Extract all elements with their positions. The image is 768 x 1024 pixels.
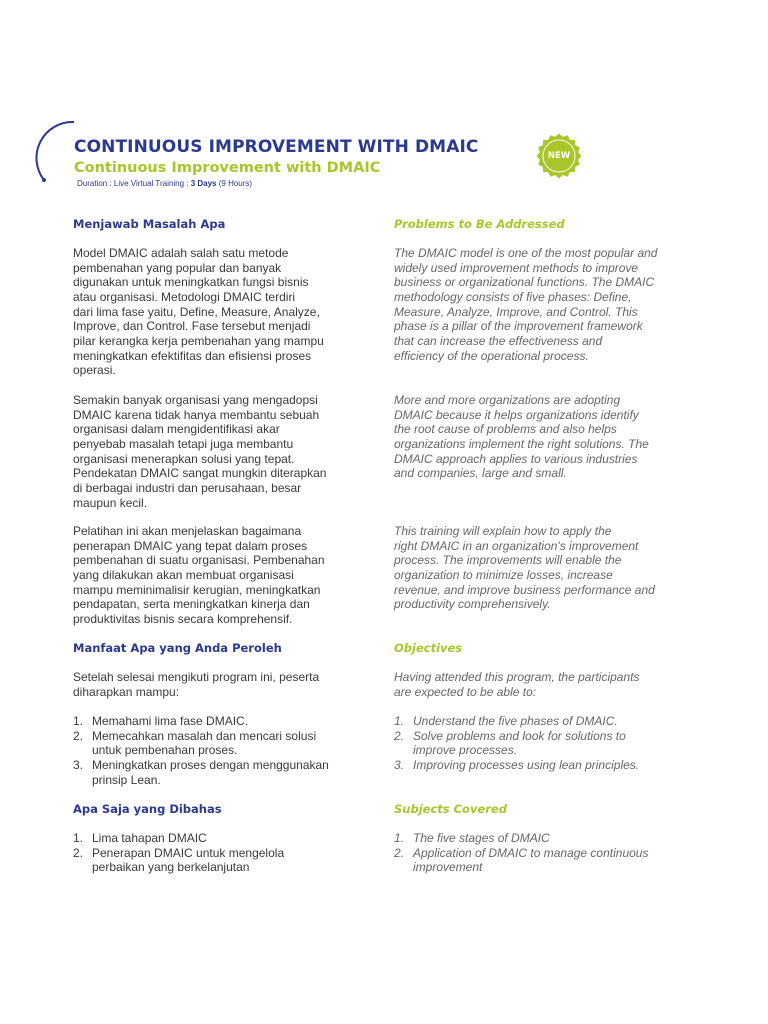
- list-item-text: Meningkatkan proses dengan menggunakan: [92, 757, 329, 772]
- paragraph-line: widely used improvement methods to improve: [394, 260, 639, 275]
- paragraph-line: phase is a pillar of the improvement framework: [394, 319, 643, 334]
- list-item-number: 1.: [394, 714, 405, 728]
- list-item-number: 2.: [73, 845, 84, 860]
- list-item-number: 3.: [394, 757, 405, 772]
- paragraph-line: Measure, Analyze, Improve, and Control. This: [394, 304, 638, 319]
- list-item: [394, 714, 694, 729]
- meta-hours: (9 Hours): [218, 179, 253, 188]
- problems-heading-en: Problems to Be Addressed: [394, 217, 565, 231]
- paragraph-line: Model DMAIC adalah salah satu metode: [73, 246, 289, 260]
- list-item-number: 2.: [394, 845, 405, 860]
- paragraph-line: pilar kerangka kerja pembenahan yang mampu: [73, 333, 324, 348]
- list-item-number: 1.: [73, 831, 84, 845]
- list-item: [394, 831, 694, 846]
- list-item-number: 1.: [394, 831, 405, 845]
- list-item: [394, 846, 694, 875]
- paragraph-line: are expected to be able to:: [394, 684, 537, 699]
- list-item-text: Memecahkan masalah dan mencari solusi: [92, 728, 317, 743]
- list-item-number: 1.: [73, 714, 84, 728]
- paragraph-line: organizations implement the right solutions. The: [394, 436, 649, 451]
- problems-paragraph-2-id: [73, 393, 373, 510]
- paragraph-line: penerapan DMAIC yang tepat dalam proses: [73, 538, 308, 553]
- meta-days: 3 Days: [190, 179, 217, 188]
- list-item-text: The five stages of DMAIC: [413, 831, 550, 845]
- paragraph-line: Having attended this program, the participants: [394, 670, 640, 684]
- problems-paragraph-3-id: [73, 524, 373, 627]
- list-item-number: 2.: [394, 728, 405, 743]
- list-item-number: 3.: [73, 757, 84, 772]
- paragraph-line: diharapkan mampu:: [73, 684, 180, 699]
- problems-heading-id: Menjawab Masalah Apa: [73, 217, 226, 231]
- list-item-text: improve processes.: [413, 743, 518, 758]
- list-item-number: 2.: [73, 728, 84, 743]
- paragraph-line: right DMAIC in an organization's improvement: [394, 538, 639, 553]
- objectives-heading-en: Objectives: [394, 641, 463, 655]
- list-item-text: Lima tahapan DMAIC: [92, 831, 207, 845]
- list-item: [394, 758, 694, 773]
- paragraph-line: efficiency of the operational process.: [394, 348, 589, 363]
- paragraph-line: Setelah selesai mengikuti program ini, peserta: [73, 670, 320, 684]
- paragraph-line: the root cause of problems and also helps: [394, 422, 617, 437]
- list-item: [73, 714, 373, 729]
- paragraph-line: and companies, large and small.: [394, 466, 567, 481]
- new-badge-label: NEW: [547, 151, 571, 161]
- problems-paragraph-1-en: [394, 246, 694, 363]
- paragraph-line: dari lima fase yaitu, Define, Measure, Analyze,: [73, 304, 320, 319]
- course-meta: [77, 179, 252, 188]
- list-item: [73, 846, 373, 875]
- list-item-text: Memahami lima fase DMAIC.: [92, 714, 249, 728]
- paragraph-line: revenue, and improve business performance and: [394, 582, 655, 597]
- paragraph-line: produktivitas bisnis secara komprehensif.: [73, 611, 293, 626]
- list-item-text: prinsip Lean.: [92, 772, 161, 787]
- list-item: [394, 729, 694, 758]
- paragraph-line: operasi.: [73, 363, 116, 378]
- paragraph-line: organization to minimize losses, increase: [394, 567, 613, 582]
- list-item: [73, 831, 373, 846]
- meta-prefix: Duration : Live Virtual Training :: [77, 179, 189, 188]
- paragraph-line: Improve, dan Control. Fase tersebut menjadi: [73, 319, 311, 334]
- objectives-intro-en: [394, 670, 694, 699]
- paragraph-line: mampu meminimalisir kerugian, meningkatkan: [73, 582, 321, 597]
- paragraph-line: This training will explain how to apply the: [394, 524, 612, 538]
- problems-paragraph-2-en: [394, 393, 694, 481]
- subjects-list-id: [73, 831, 373, 875]
- list-item-text: Solve problems and look for solutions to: [413, 728, 626, 743]
- objectives-list-id: [73, 714, 373, 787]
- paragraph-line: More and more organizations are adopting: [394, 393, 621, 407]
- list-item: [73, 758, 373, 787]
- paragraph-line: maupun kecil.: [73, 495, 148, 510]
- objectives-list-en: [394, 714, 694, 773]
- problems-paragraph-1-id: [73, 246, 373, 378]
- paragraph-line: pembenahan di suatu organisasi. Pembenahan: [73, 553, 325, 568]
- paragraph-line: business or organizational functions. The DMAIC: [394, 275, 655, 290]
- course-title: CONTINUOUS IMPROVEMENT WITH DMAIC: [74, 137, 479, 157]
- paragraph-line: organisasi menerapkan solusi yang tepat.: [73, 451, 295, 466]
- subjects-heading-en: Subjects Covered: [394, 802, 507, 816]
- objectives-intro-id: [73, 670, 373, 699]
- paragraph-line: meningkatkan efektifitas dan efisiensi proses: [73, 348, 312, 363]
- paragraph-line: organisasi dalam mengidentifikasi akar: [73, 422, 280, 437]
- paragraph-line: DMAIC approach applies to various industries: [394, 451, 638, 466]
- problems-paragraph-3-en: [394, 524, 694, 612]
- paragraph-line: penyebab masalah tetapi juga membantu: [73, 436, 294, 451]
- paragraph-line: The DMAIC model is one of the most popular and: [394, 246, 658, 260]
- paragraph-line: digunakan untuk meningkatkan fungsi bisnis: [73, 275, 309, 290]
- paragraph-line: Semakin banyak organisasi yang mengadopsi: [73, 393, 318, 407]
- paragraph-line: DMAIC karena tidak hanya membantu sebuah: [73, 407, 320, 422]
- paragraph-line: pendapatan, serta meningkatkan kinerja dan: [73, 597, 310, 612]
- objectives-heading-id: Manfaat Apa yang Anda Peroleh: [73, 641, 282, 655]
- subjects-list-en: [394, 831, 694, 875]
- paragraph-line: pembenahan yang popular dan banyak: [73, 260, 282, 275]
- paragraph-line: methodology consists of five phases: Define,: [394, 289, 632, 304]
- list-item-text: untuk pembenahan proses.: [92, 743, 238, 758]
- list-item-text: Application of DMAIC to manage continuous: [413, 845, 649, 860]
- list-item-text: improvement: [413, 860, 483, 875]
- list-item-text: perbaikan yang berkelanjutan: [92, 860, 250, 875]
- list-item: [73, 729, 373, 758]
- paragraph-line: Pelatihan ini akan menjelaskan bagaimana: [73, 524, 302, 538]
- course-subtitle: Continuous Improvement with DMAIC: [74, 160, 381, 176]
- list-item-text: Understand the five phases of DMAIC.: [413, 714, 618, 728]
- paragraph-line: atau organisasi. Metodologi DMAIC terdiri: [73, 289, 296, 304]
- subjects-heading-id: Apa Saja yang Dibahas: [73, 802, 222, 816]
- list-item-text: Penerapan DMAIC untuk mengelola: [92, 845, 285, 860]
- paragraph-line: di berbagai industri dan perusahaan, besar: [73, 480, 302, 495]
- list-item-text: Improving processes using lean principles.: [413, 757, 640, 772]
- paragraph-line: DMAIC because it helps organizations identify: [394, 407, 639, 422]
- paragraph-line: process. The improvements will enable the: [394, 553, 622, 568]
- paragraph-line: productivity comprehensively.: [394, 597, 551, 612]
- paragraph-line: yang dilakukan akan membuat organisasi: [73, 567, 294, 582]
- paragraph-line: Pendekatan DMAIC sangat mungkin diterapkan: [73, 466, 327, 481]
- paragraph-line: that can increase the effectiveness and: [394, 333, 603, 348]
